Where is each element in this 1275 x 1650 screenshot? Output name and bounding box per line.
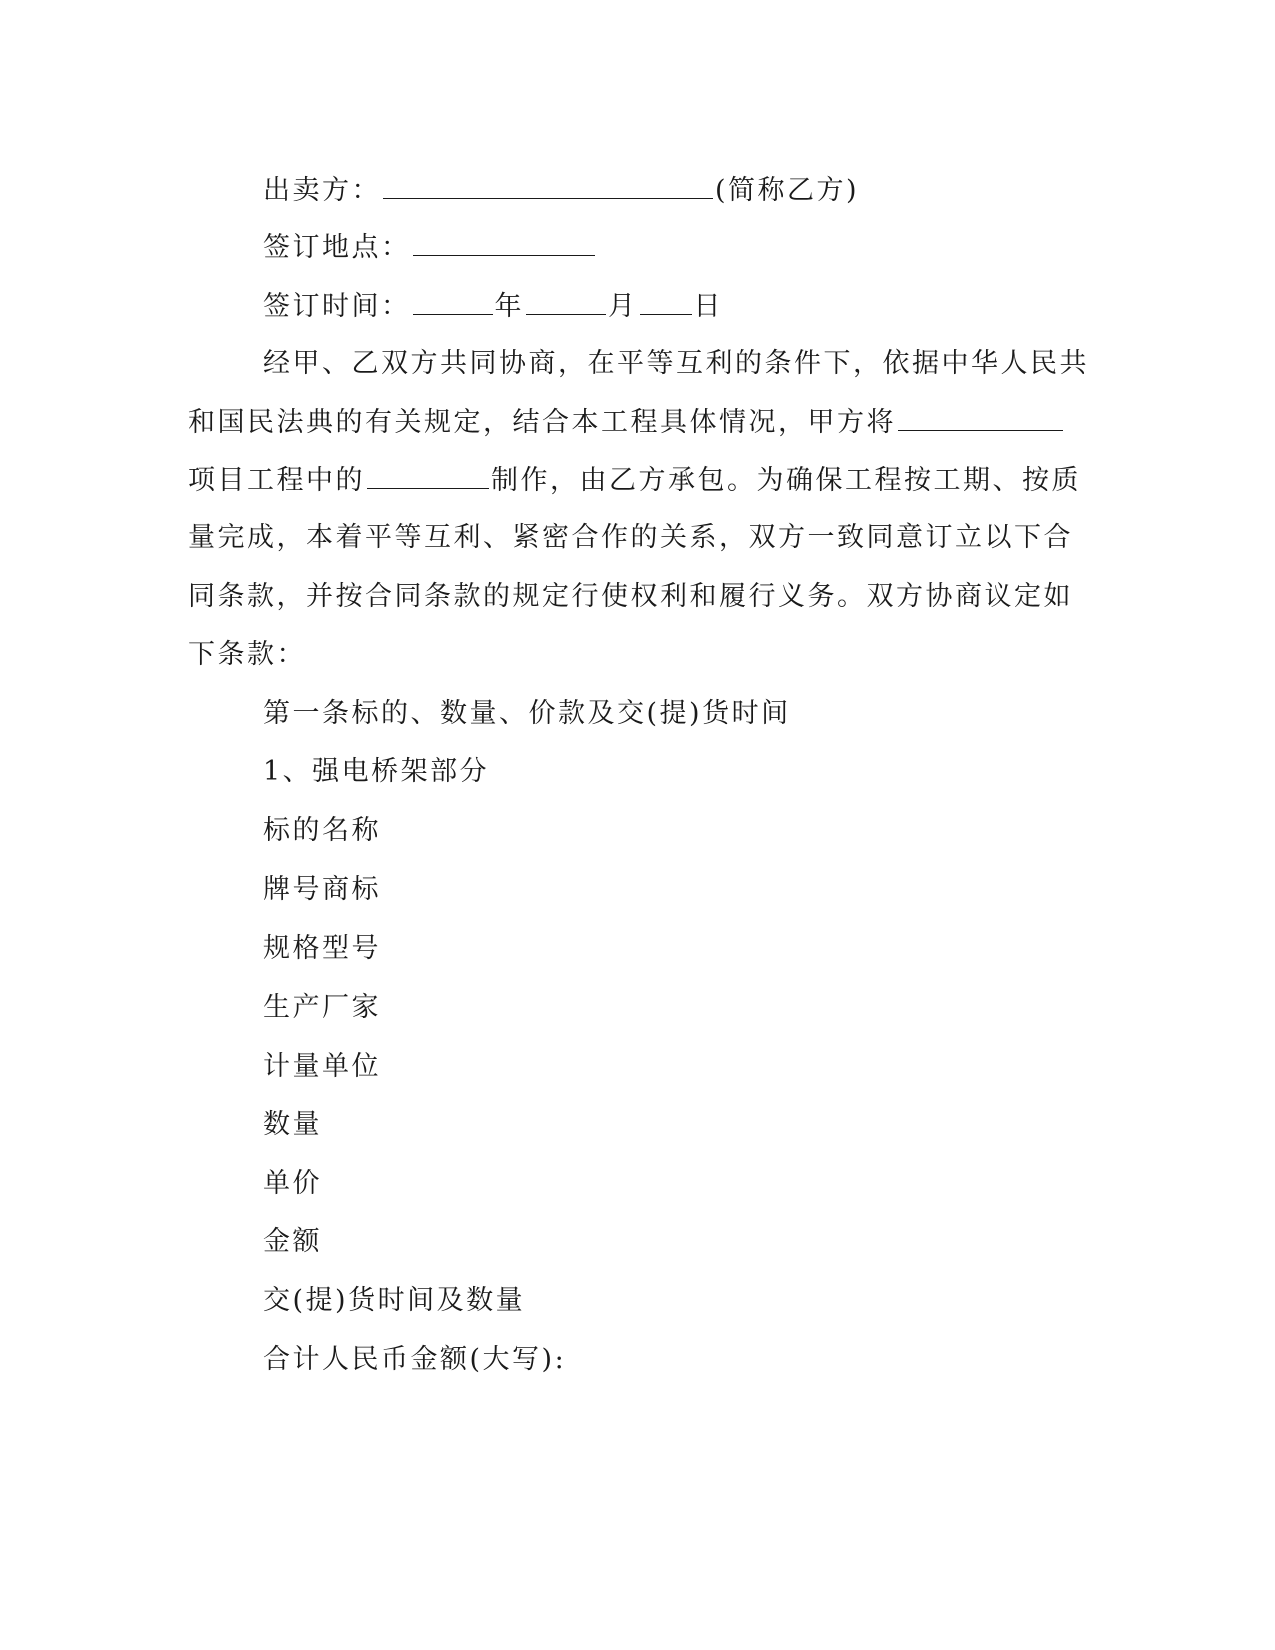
item-line: 生产厂家 (263, 992, 381, 1023)
article-1-heading: 第一条标的、数量、价款及交(提)货时间 (263, 698, 791, 729)
day-blank[interactable] (640, 288, 692, 315)
year-label: 年 (494, 291, 524, 322)
month-label: 月 (608, 291, 638, 322)
place-blank[interactable] (413, 229, 595, 256)
time-label: 签订时间： (263, 291, 411, 322)
item-line: 金额 (263, 1226, 322, 1257)
item-line: 数量 (263, 1109, 322, 1140)
para-line-3-text-b: 制作，由乙方承包。为确保工程按工期、按质 (491, 465, 1081, 496)
item-line: 牌号商标 (263, 874, 381, 905)
seller-line (263, 172, 1143, 209)
item-line: 合计人民币金额(大写): (263, 1344, 567, 1375)
item-line: 计量单位 (263, 1051, 381, 1082)
item-blank[interactable] (367, 462, 489, 489)
seller-label: 出卖方： (263, 175, 381, 206)
month-blank[interactable] (526, 288, 606, 315)
item-line: 规格型号 (263, 933, 381, 964)
place-line (263, 229, 1143, 266)
item-line: 交(提)货时间及数量 (263, 1285, 526, 1316)
para-line-4: 量完成，本着平等互利、紧密合作的关系，双方一致同意订立以下合 (188, 522, 1073, 553)
year-blank[interactable] (413, 288, 493, 315)
day-label: 日 (693, 291, 723, 322)
seller-suffix: (简称乙方) (715, 175, 860, 206)
item-line: 标的名称 (263, 815, 381, 846)
para-line-3 (188, 462, 1081, 499)
para-line-1: 经甲、乙双方共同协商，在平等互利的条件下，依据中华人民共 (263, 348, 1089, 379)
item-line: 单价 (263, 1168, 322, 1199)
para-line-5: 同条款，并按合同条款的规定行使权利和履行义务。双方协商议定如 (188, 581, 1073, 612)
para-line-3-text-a: 项目工程中的 (188, 465, 365, 496)
seller-blank[interactable] (383, 172, 713, 199)
para-line-6: 下条款： (188, 639, 306, 670)
place-label: 签订地点： (263, 232, 411, 263)
para-line-2-text: 和国民法典的有关规定，结合本工程具体情况，甲方将 (188, 407, 896, 438)
para-line-2 (188, 404, 1068, 441)
project-blank[interactable] (898, 404, 1063, 431)
time-line (263, 288, 1143, 325)
section-1-heading: 1、强电桥架部分 (263, 756, 490, 787)
